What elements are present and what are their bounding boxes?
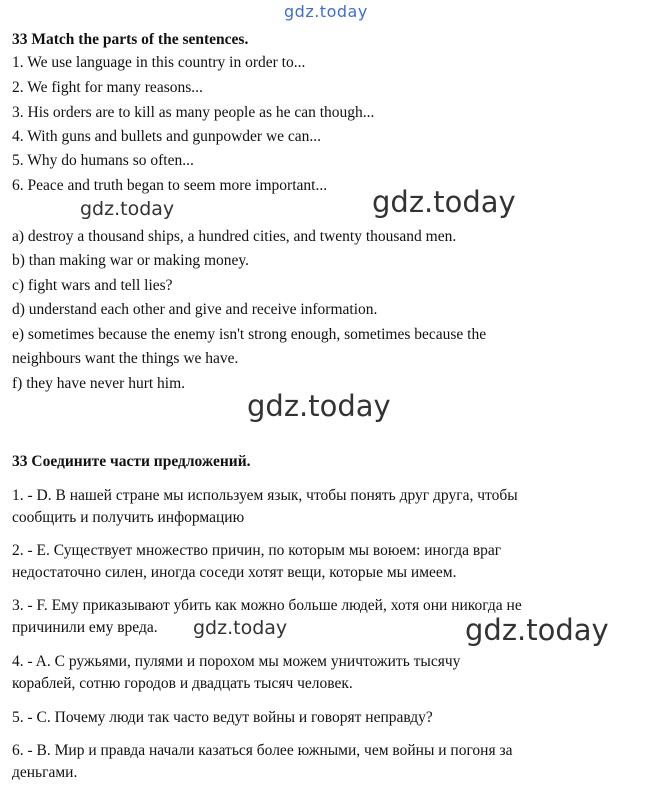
answer-line: 1. - D. В нашей стране мы используем язык, чтобы понять друг друга, чтобы xyxy=(12,487,518,504)
sentence-ending: d) understand each other and give and receive information. xyxy=(12,301,378,318)
answer-line: 4. - A. С ружьями, пулями и порохом мы можем уничтожить тысячу xyxy=(12,653,461,670)
watermark: gdz.today xyxy=(193,617,288,639)
exercise-title-english: 33 Match the parts of the sentences. xyxy=(12,31,249,48)
watermark: gdz.today xyxy=(247,389,391,423)
answer-line: деньгами. xyxy=(12,764,78,781)
watermark-top: gdz.today xyxy=(284,2,368,21)
sentence-start: 2. We fight for many reasons... xyxy=(12,79,203,96)
sentence-ending: e) sometimes because the enemy isn't strong enough, sometimes because the xyxy=(12,326,487,343)
watermark: gdz.today xyxy=(372,185,516,219)
exercise-title-russian: 33 Соедините части предложений. xyxy=(12,453,251,470)
answer-line: 6. - B. Мир и правда начали казаться более южными, чем войны и погоня за xyxy=(12,742,513,759)
answer-line: причинили ему вреда. xyxy=(12,619,158,636)
sentence-start: 1. We use language in this country in order to... xyxy=(12,54,306,71)
sentence-start: 6. Peace and truth began to seem more important... xyxy=(12,177,328,194)
watermark: gdz.today xyxy=(465,613,609,647)
sentence-ending: f) they have never hurt him. xyxy=(12,375,186,392)
sentence-start: 5. Why do humans so often... xyxy=(12,152,194,169)
answer-line: сообщить и получить информацию xyxy=(12,509,245,526)
answer-line: недостаточно силен, иногда соседи хотят вещи, которые мы имеем. xyxy=(12,564,457,581)
sentence-start: 3. His orders are to kill as many people as he can though... xyxy=(12,104,375,121)
sentence-ending: c) fight wars and tell lies? xyxy=(12,277,173,294)
answer-line: 2. - E. Существует множество причин, по которым мы воюем: иногда враг xyxy=(12,542,502,559)
answer-line: кораблей, сотню городов и двадцать тысяч человек. xyxy=(12,675,353,692)
sentence-ending: neighbours want the things we have. xyxy=(12,350,239,367)
answer-line: 3. - F. Ему приказывают убить как можно больше людей, хотя они никогда не xyxy=(12,597,522,614)
sentence-ending: b) than making war or making money. xyxy=(12,252,250,269)
sentence-start: 4. With guns and bullets and gunpowder we can... xyxy=(12,128,322,145)
watermark: gdz.today xyxy=(80,198,175,220)
answer-line: 5. - C. Почему люди так часто ведут войны и говорят неправду? xyxy=(12,709,433,726)
sentence-ending: a) destroy a thousand ships, a hundred cities, and twenty thousand men. xyxy=(12,228,457,245)
